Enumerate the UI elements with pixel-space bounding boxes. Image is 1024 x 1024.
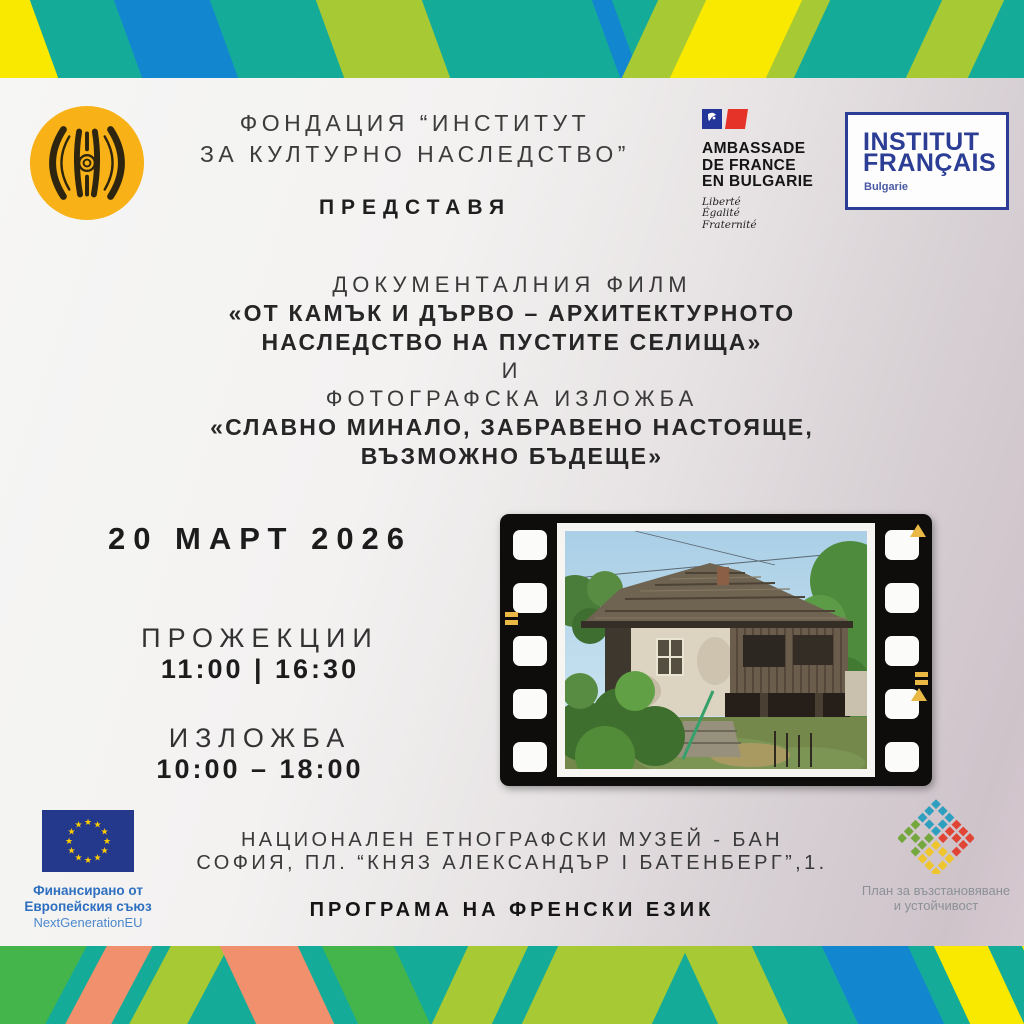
eu-funded-text: Финансирано от Европейския съюз — [24, 883, 152, 914]
exhibition-label: ИЗЛОЖБА — [168, 723, 352, 753]
schedule — [55, 521, 465, 785]
foundation-title-line1: ФОНДАЦИЯ “ИНСТИТУТ — [239, 110, 591, 136]
foundation-fingerprint-logo-icon — [28, 104, 146, 222]
abandoned-house-photo — [565, 531, 867, 769]
screenings-times: 11:00 | 16:30 — [160, 654, 360, 684]
recovery-plan-label: План за възстановяване и устойчивост — [861, 883, 1011, 913]
film-label: ДОКУМЕНТАЛНИЯ ФИЛМ — [332, 272, 692, 297]
film-marker-triangle-top — [910, 524, 926, 537]
expo-label: ФОТОГРАФСКА ИЗЛОЖБА — [325, 386, 699, 411]
film-marker-triangle-right — [911, 688, 927, 701]
expo-title-line1: «СЛАВНО МИНАЛО, ЗАБРАВЕНО НАСТОЯЩЕ, — [210, 414, 814, 440]
svg-text:★: ★ — [93, 820, 102, 831]
embassy-motto: Liberté Égalité Fraternité — [702, 195, 757, 231]
next-generation-eu-label: NextGenerationEU — [33, 915, 143, 930]
film-title-line2: НАСЛЕДСТВО НА ПУСТИТЕ СЕЛИЩА» — [261, 329, 763, 355]
photo-mat — [557, 523, 875, 777]
screenings-label: ПРОЖЕКЦИИ — [141, 623, 379, 653]
event-date: 20 МАРТ 2026 — [107, 521, 413, 556]
svg-text:★: ★ — [74, 853, 83, 864]
french-flag-icon — [702, 108, 750, 131]
french-embassy-logo — [702, 108, 837, 231]
venue-line2: СОФИЯ, ПЛ. “КНЯЗ АЛЕКСАНДЪР I БАТЕНБЕРГ”,1. — [196, 852, 828, 874]
filmstrip-frame — [500, 514, 932, 786]
institut-francais-logo: INSTITUT FRANÇAIS Bulgarie — [845, 112, 1009, 210]
svg-text:★: ★ — [83, 818, 93, 828]
exhibition-times: 10:00 – 18:00 — [156, 754, 364, 784]
svg-text:★: ★ — [100, 846, 109, 857]
film-title-line1: «ОТ КАМЪК И ДЪРВО – АРХИТЕКТУРНОТО — [228, 300, 796, 326]
svg-text:★: ★ — [64, 837, 74, 847]
svg-text:★: ★ — [67, 846, 76, 857]
recovery-plan-mosaic-icon — [898, 798, 974, 874]
svg-text:★: ★ — [67, 827, 76, 838]
venue-address — [147, 829, 877, 875]
venue-line1: НАЦИОНАЛЕН ЕТНОГРАФСКИ МУЗЕЙ - БАН — [240, 829, 784, 851]
svg-text:★: ★ — [93, 853, 102, 864]
svg-text:★: ★ — [100, 827, 109, 838]
bottom-decorative-border — [0, 946, 1024, 1024]
eu-flag-icon — [42, 810, 134, 872]
embassy-name: AMBASSADE DE FRANCE EN BULGARIE — [702, 140, 814, 190]
program-language-label: ПРОГРАМА НА ФРЕНСКИ ЕЗИК — [309, 899, 715, 921]
presents-label: ПРЕДСТАВЯ — [318, 196, 512, 219]
recovery-plan-block — [856, 798, 1016, 913]
filmstrip-sprocket-holes-right — [885, 514, 919, 786]
svg-text:★: ★ — [74, 820, 83, 831]
svg-text:★: ★ — [102, 837, 112, 847]
foundation-title-line2: ЗА КУЛТУРНО НАСЛЕДСТВО” — [200, 141, 630, 167]
filmstrip-sprocket-holes-left — [513, 514, 547, 786]
expo-title-line2: ВЪЗМОЖНО БЪДЕЩЕ» — [360, 443, 664, 469]
event-titles — [0, 271, 1024, 471]
conjunction: И — [501, 358, 523, 383]
foundation-title — [150, 108, 680, 170]
eu-funding-block — [22, 810, 154, 930]
svg-text:★: ★ — [83, 856, 93, 866]
top-decorative-border — [0, 0, 1024, 78]
